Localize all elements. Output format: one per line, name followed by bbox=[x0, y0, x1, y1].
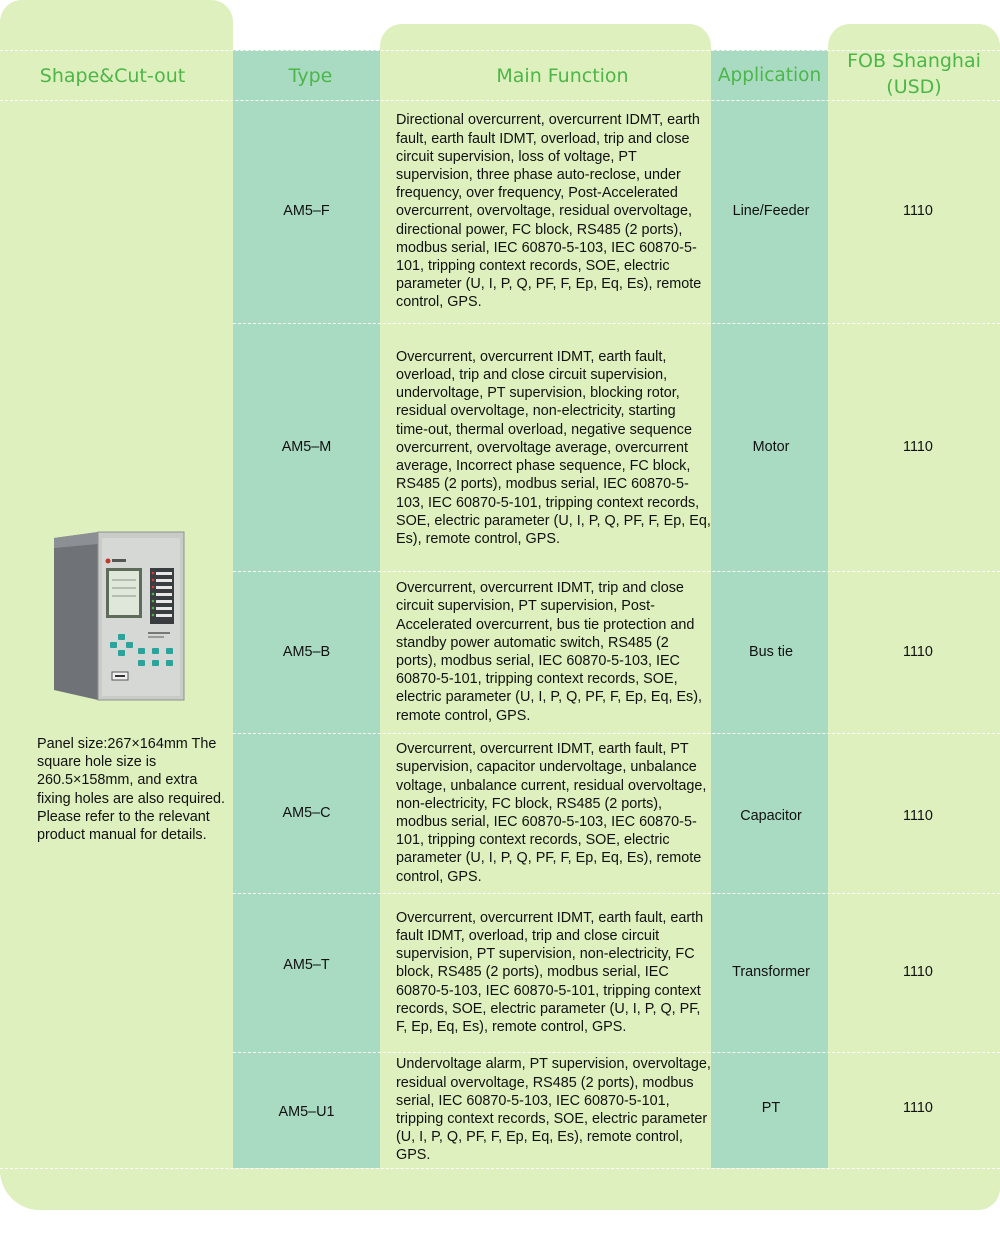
function-text: Overcurrent, overcurrent IDMT, earth fault, overload, trip and close circuit supervision, undervoltage, PT supervision, blocking rotor, residual overvoltage, non-electricity, starting time-out, thermal overload, negative sequence overcurrent, overvoltage average, overcurrent average, Incorrect phase sequence, FC block, RS485 (2 ports), modbus serial, IEC 60870-5-103, IEC 60870-5-101, tripping context records, SOE, electric parameter (U, I, P, Q, PF, F, Ep, Eq, Es), remote control, GPS. bbox=[396, 348, 711, 547]
header-fob-line2: (USD) bbox=[886, 76, 942, 98]
price-cell: 1110 bbox=[903, 203, 933, 220]
price-cell: 1110 bbox=[903, 964, 933, 981]
price-cell: 1110 bbox=[903, 643, 933, 660]
function-text: Overcurrent, overcurrent IDMT, trip and close circuit supervision, PT supervision, Post-Accelerated overcurrent, bus tie protection and standby power automatic switch, RS485 (2 ports), modbus serial, IEC 60870-5-103, IEC 60870-5-101, tripping context records, SOE, electric parameter (U, I, P, Q, PF, F, Ep, Eq, Es), remote control, GPS. bbox=[396, 580, 703, 724]
function-cell bbox=[396, 100, 711, 323]
application-cell: PT bbox=[761, 1099, 781, 1116]
device-drawing bbox=[52, 530, 186, 702]
function-cell bbox=[396, 893, 711, 1052]
function-text: Overcurrent, overcurrent IDMT, earth fault, PT supervision, capacitor undervoltage, unbalance voltage, unbalance current, residual overvoltage, non-electricity, FC block, RS485 (2 ports), modbus serial, IEC 60870-5-103, IEC 60870-5-101, tripping context records, SOE, electric parameter (U, I, P, Q, PF, F, Ep, Eq, Es), remote control, GPS. bbox=[396, 741, 707, 885]
protection-relay-device-image bbox=[52, 530, 186, 702]
function-cell bbox=[396, 1052, 711, 1168]
price-cell: 1110 bbox=[903, 1099, 933, 1116]
function-cell bbox=[396, 571, 711, 733]
application-cell: Capacitor bbox=[740, 807, 802, 824]
header-type: Type bbox=[288, 65, 333, 87]
price-cell: 1110 bbox=[903, 438, 933, 455]
header-shape: Shape&Cut-out bbox=[39, 65, 186, 87]
application-cell: Bus tie bbox=[749, 643, 793, 660]
panel-size-note: Panel size:267×164mm The square hole size is 260.5×158mm, and extra fixing holes are also required. Please refer to the relevant product manual for details. bbox=[37, 736, 225, 844]
application-cell: Line/Feeder bbox=[732, 203, 810, 220]
function-text: Overcurrent, overcurrent IDMT, earth fault, earth fault IDMT, overload, trip and close circuit supervision, PT supervision, non-electricity, FC block, RS485 (2 ports), modbus serial, IEC 60870-5-103, IEC 60870-5-101, tripping context records, SOE, electric parameter (U, I, P, Q, PF, F, Ep, Eq, Es), remote control, GPS. bbox=[396, 909, 704, 1035]
table-bottom-band bbox=[0, 1168, 1000, 1210]
price-cell: 1110 bbox=[903, 807, 933, 824]
function-text: Directional overcurrent, overcurrent IDMT, earth fault, earth fault IDMT, overload, trip and close circuit supervision, loss of voltage, PT supervision, three phase auto-reclose, under frequency, over frequency, Post-Accelerated overcurrent, overvoltage, residual overvoltage, directional power, FC block, RS485 (2 ports), modbus serial, IEC 60870-5-103, IEC 60870-5-101, tripping context records, SOE, electric parameter (U, I, P, Q, PF, F, Ep, Eq, Es), remote control, GPS. bbox=[396, 112, 702, 311]
type-cell: AM5–U1 bbox=[278, 1103, 335, 1120]
application-cell: Transformer bbox=[732, 964, 810, 981]
function-text: Undervoltage alarm, PT supervision, overvoltage, residual overvoltage, RS485 (2 ports), modbus serial, IEC 60870-5-103, IEC 60870-5-101, tripping context records, SOE, electric parameter (U, I, P, Q, PF, F, Ep, Eq, Es), remote control, GPS. bbox=[396, 1056, 711, 1164]
header-application: Application bbox=[717, 65, 822, 86]
type-cell: AM5–B bbox=[282, 643, 331, 660]
header-fob bbox=[828, 48, 1000, 100]
application-cell: Motor bbox=[752, 438, 790, 455]
type-cell: AM5–F bbox=[283, 203, 330, 220]
type-cell: AM5–T bbox=[283, 957, 330, 974]
table-end-line bbox=[0, 1168, 1000, 1169]
header-main-function: Main Function bbox=[496, 65, 629, 87]
header-fob-line1: FOB Shanghai bbox=[847, 50, 981, 72]
function-cell bbox=[396, 333, 711, 563]
type-cell: AM5–M bbox=[281, 438, 332, 455]
function-cell bbox=[396, 733, 711, 893]
type-cell: AM5–C bbox=[282, 804, 331, 821]
